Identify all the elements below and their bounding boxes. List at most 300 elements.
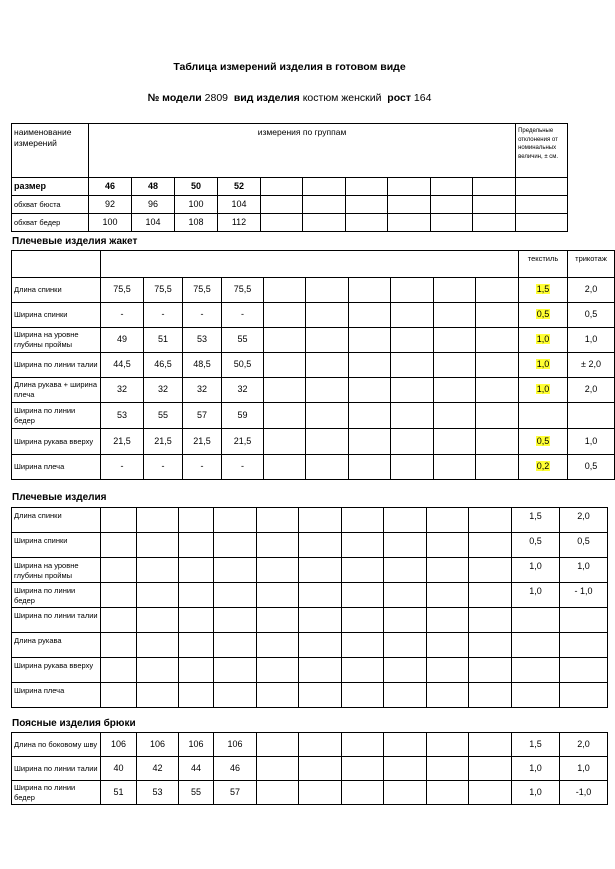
- value-cell: [349, 403, 391, 429]
- value-cell: [306, 278, 349, 303]
- value-cell: -: [183, 303, 222, 328]
- value-cell: 100: [175, 196, 218, 214]
- value-cell: [476, 403, 519, 429]
- value-cell: [476, 278, 519, 303]
- knit-cell: 1,0: [568, 328, 615, 353]
- value-cell: [427, 683, 469, 708]
- value-cell: [214, 508, 257, 533]
- value-cell: [427, 781, 469, 805]
- value-cell: [384, 757, 427, 781]
- section-title-jacket: Плечевые изделия жакет: [12, 236, 138, 247]
- table-row: [12, 683, 608, 708]
- row-label: Ширина по линии талии: [12, 757, 101, 781]
- knit-cell: 2,0: [560, 508, 608, 533]
- value-cell: 52: [218, 178, 261, 196]
- value-cell: 108: [175, 214, 218, 232]
- textile-cell: 1,0: [512, 757, 560, 781]
- value-cell: 40: [101, 757, 137, 781]
- knit-cell: [560, 683, 608, 708]
- header-knit: трикотаж: [568, 251, 615, 278]
- value-cell: [299, 633, 342, 658]
- table-row: [12, 278, 615, 303]
- textile-cell: 1,5: [512, 508, 560, 533]
- value-cell: [391, 455, 434, 480]
- row-label: Длина спинки: [12, 508, 101, 533]
- value-cell: [349, 455, 391, 480]
- textile-value: 1,5: [536, 284, 550, 295]
- value-cell: 55: [179, 781, 214, 805]
- table-row: [12, 178, 568, 196]
- value-cell: [306, 403, 349, 429]
- row-label: Ширина плеча: [12, 455, 101, 480]
- value-cell: -: [222, 303, 264, 328]
- table-row: [12, 196, 568, 214]
- textile-value: 1,0: [536, 359, 550, 370]
- table-row: [12, 733, 608, 757]
- value-cell: [469, 683, 512, 708]
- knit-cell: 2,0: [568, 278, 615, 303]
- value-cell: [342, 733, 384, 757]
- table-row: [12, 658, 608, 683]
- value-cell: [264, 455, 306, 480]
- value-cell: [427, 658, 469, 683]
- value-cell: [214, 583, 257, 608]
- value-cell: [391, 378, 434, 403]
- value-cell: [427, 633, 469, 658]
- value-cell: [476, 378, 519, 403]
- value-cell: [137, 633, 179, 658]
- knit-cell: -1,0: [560, 781, 608, 805]
- knit-cell: - 1,0: [560, 583, 608, 608]
- value-cell: 57: [214, 781, 257, 805]
- value-cell: [214, 683, 257, 708]
- value-cell: 44: [179, 757, 214, 781]
- shoulder-table: [11, 507, 608, 708]
- value-cell: [257, 757, 299, 781]
- row-label: Длина рукава + ширина плеча: [12, 378, 101, 403]
- value-cell: [306, 429, 349, 455]
- value-cell: 53: [183, 328, 222, 353]
- value-cell: [342, 757, 384, 781]
- knit-cell: 1,0: [560, 757, 608, 781]
- value-cell: [391, 353, 434, 378]
- knit-cell: [560, 658, 608, 683]
- value-cell: [342, 508, 384, 533]
- header-name-cell: [12, 124, 89, 178]
- row-label: Ширина рукава вверху: [12, 429, 101, 455]
- value-cell: [469, 583, 512, 608]
- value-cell: [391, 278, 434, 303]
- textile-cell: 1,0: [512, 558, 560, 583]
- table-row: [12, 583, 608, 608]
- value-cell: [101, 508, 137, 533]
- value-cell: 100: [89, 214, 132, 232]
- value-cell: [434, 455, 476, 480]
- value-cell: 51: [144, 328, 183, 353]
- value-cell: [303, 196, 346, 214]
- value-cell: [384, 608, 427, 633]
- value-cell: -: [183, 455, 222, 480]
- value-cell: [388, 196, 431, 214]
- value-cell: [349, 278, 391, 303]
- value-cell: [346, 196, 388, 214]
- value-cell: [434, 353, 476, 378]
- value-cell: [391, 328, 434, 353]
- value-cell: [434, 303, 476, 328]
- value-cell: 75,5: [144, 278, 183, 303]
- value-cell: [101, 683, 137, 708]
- value-cell: [469, 781, 512, 805]
- table-row: [12, 328, 615, 353]
- table-row: [12, 429, 615, 455]
- value-cell: [427, 583, 469, 608]
- knit-cell: 0,5: [568, 303, 615, 328]
- textile-cell: [512, 658, 560, 683]
- section-title-trousers: Поясные изделия брюки: [12, 718, 136, 729]
- value-cell: [257, 508, 299, 533]
- value-cell: [469, 733, 512, 757]
- value-cell: 75,5: [183, 278, 222, 303]
- value-cell: [342, 633, 384, 658]
- value-cell: [469, 608, 512, 633]
- textile-cell: 1,0: [512, 781, 560, 805]
- value-cell: [299, 533, 342, 558]
- row-label: Ширина спинки: [12, 303, 101, 328]
- header-groups-cell: [89, 124, 516, 178]
- value-cell: [349, 378, 391, 403]
- value-cell: 106: [179, 733, 214, 757]
- value-cell: [384, 633, 427, 658]
- value-cell: 46: [214, 757, 257, 781]
- knit-cell: 0,5: [560, 533, 608, 558]
- value-cell: [469, 633, 512, 658]
- value-cell: 96: [132, 196, 175, 214]
- value-cell: [137, 508, 179, 533]
- value-cell: [391, 403, 434, 429]
- value-cell: [101, 558, 137, 583]
- value-cell: [349, 328, 391, 353]
- textile-cell: [519, 403, 568, 429]
- value-cell: 55: [222, 328, 264, 353]
- value-cell: [476, 353, 519, 378]
- value-cell: [261, 196, 303, 214]
- section-title-shoulder: Плечевые изделия: [12, 492, 107, 503]
- textile-cell: 1,0: [512, 583, 560, 608]
- row-label: Ширина по линии бедер: [12, 583, 101, 608]
- value-cell: -: [101, 303, 144, 328]
- value-cell: 21,5: [183, 429, 222, 455]
- value-cell: 59: [222, 403, 264, 429]
- table-row: [12, 608, 608, 633]
- value-cell: [473, 214, 516, 232]
- value-cell: [476, 328, 519, 353]
- knit-cell: [560, 608, 608, 633]
- value-cell: [306, 353, 349, 378]
- tolerance-cell: [516, 196, 568, 214]
- row-label: Ширина по линии бедер: [12, 403, 101, 429]
- textile-cell: [512, 608, 560, 633]
- value-cell: [214, 533, 257, 558]
- value-cell: 106: [214, 733, 257, 757]
- value-cell: 32: [144, 378, 183, 403]
- textile-cell: [519, 455, 568, 480]
- value-cell: [257, 608, 299, 633]
- value-cell: 104: [218, 196, 261, 214]
- value-cell: 21,5: [222, 429, 264, 455]
- height-value: 164: [413, 92, 432, 104]
- value-cell: [349, 353, 391, 378]
- value-cell: [342, 781, 384, 805]
- value-cell: [299, 658, 342, 683]
- value-cell: [391, 303, 434, 328]
- value-cell: [434, 378, 476, 403]
- table-row: [12, 533, 608, 558]
- value-cell: [306, 328, 349, 353]
- knit-cell: [560, 633, 608, 658]
- value-cell: [299, 781, 342, 805]
- value-cell: [179, 683, 214, 708]
- value-cell: 42: [137, 757, 179, 781]
- row-label: Длина спинки: [12, 278, 101, 303]
- value-cell: 75,5: [101, 278, 144, 303]
- header-tolerance-cell: [516, 124, 568, 178]
- value-cell: [427, 558, 469, 583]
- value-cell: [257, 683, 299, 708]
- textile-value: 0,5: [536, 309, 550, 320]
- value-cell: [137, 583, 179, 608]
- value-cell: 21,5: [144, 429, 183, 455]
- row-label: обхват бюста: [12, 196, 89, 214]
- value-cell: [346, 178, 388, 196]
- value-cell: 92: [89, 196, 132, 214]
- value-cell: [427, 533, 469, 558]
- value-cell: [391, 429, 434, 455]
- document-subtitle: [0, 92, 579, 104]
- type-value: костюм женский: [302, 92, 382, 104]
- value-cell: -: [101, 455, 144, 480]
- value-cell: [346, 214, 388, 232]
- value-cell: [264, 378, 306, 403]
- row-label: Ширина по линии бедер: [12, 781, 101, 805]
- value-cell: 49: [101, 328, 144, 353]
- value-cell: [299, 608, 342, 633]
- value-cell: [179, 558, 214, 583]
- row-label: Ширина на уровне глубины проймы: [12, 328, 101, 353]
- textile-cell: [512, 683, 560, 708]
- value-cell: [342, 533, 384, 558]
- row-label: Ширина плеча: [12, 683, 101, 708]
- table-row: [12, 781, 608, 805]
- value-cell: [469, 533, 512, 558]
- value-cell: 106: [101, 733, 137, 757]
- value-cell: [303, 178, 346, 196]
- header-name-label: наименование измерений: [14, 127, 72, 148]
- table-header-row: [12, 251, 615, 278]
- value-cell: [384, 533, 427, 558]
- textile-value: 0,2: [536, 461, 550, 472]
- type-label: вид изделия: [233, 92, 300, 104]
- knit-cell: 2,0: [560, 733, 608, 757]
- value-cell: [434, 278, 476, 303]
- value-cell: [469, 558, 512, 583]
- textile-cell: [512, 633, 560, 658]
- textile-cell: 0,5: [512, 533, 560, 558]
- header-tolerance-label: Предельные отклонения от номинальных величин, ± см.: [518, 128, 559, 161]
- value-cell: 32: [101, 378, 144, 403]
- value-cell: [179, 658, 214, 683]
- value-cell: 57: [183, 403, 222, 429]
- value-cell: 75,5: [222, 278, 264, 303]
- value-cell: [137, 608, 179, 633]
- value-cell: [264, 328, 306, 353]
- row-label: обхват бедер: [12, 214, 89, 232]
- header-groups-label: измерения по группам: [257, 127, 347, 137]
- value-cell: [179, 583, 214, 608]
- value-cell: [473, 178, 516, 196]
- model-label: № модели: [147, 92, 202, 104]
- value-cell: [342, 683, 384, 708]
- table-row: [12, 558, 608, 583]
- value-cell: [384, 508, 427, 533]
- value-cell: [306, 455, 349, 480]
- value-cell: [342, 608, 384, 633]
- height-label: рост: [387, 92, 411, 104]
- value-cell: [261, 214, 303, 232]
- value-cell: [427, 608, 469, 633]
- table-row: [12, 403, 615, 429]
- value-cell: 106: [137, 733, 179, 757]
- value-cell: [431, 178, 473, 196]
- value-cell: [264, 303, 306, 328]
- value-cell: [469, 658, 512, 683]
- textile-cell: [519, 378, 568, 403]
- value-cell: 48: [132, 178, 175, 196]
- value-cell: [101, 633, 137, 658]
- table-row: [12, 303, 615, 328]
- value-cell: 53: [137, 781, 179, 805]
- value-cell: 32: [222, 378, 264, 403]
- value-cell: [342, 658, 384, 683]
- value-cell: [257, 558, 299, 583]
- trousers-table: [11, 732, 608, 805]
- value-cell: [431, 214, 473, 232]
- value-cell: [179, 533, 214, 558]
- value-cell: [299, 583, 342, 608]
- value-cell: 55: [144, 403, 183, 429]
- value-cell: [434, 429, 476, 455]
- table-row: [12, 214, 568, 232]
- value-cell: [299, 683, 342, 708]
- knit-cell: 0,5: [568, 455, 615, 480]
- row-label: Длина рукава: [12, 633, 101, 658]
- value-cell: [384, 658, 427, 683]
- textile-cell: 1,5: [512, 733, 560, 757]
- textile-cell: [519, 328, 568, 353]
- value-cell: [264, 278, 306, 303]
- value-cell: [427, 757, 469, 781]
- value-cell: [384, 733, 427, 757]
- value-cell: [299, 558, 342, 583]
- table-row: [12, 455, 615, 480]
- row-label: размер: [12, 178, 89, 196]
- value-cell: [476, 455, 519, 480]
- value-cell: [137, 658, 179, 683]
- value-cell: [257, 658, 299, 683]
- knit-cell: ± 2,0: [568, 353, 615, 378]
- row-label: Ширина по линии талии: [12, 608, 101, 633]
- value-cell: [137, 533, 179, 558]
- document-title: Таблица измерений изделия в готовом виде: [173, 61, 406, 73]
- row-label: Ширина спинки: [12, 533, 101, 558]
- value-cell: -: [144, 303, 183, 328]
- value-cell: [264, 353, 306, 378]
- value-cell: [299, 757, 342, 781]
- value-cell: 21,5: [101, 429, 144, 455]
- value-cell: [101, 533, 137, 558]
- value-cell: 50,5: [222, 353, 264, 378]
- value-cell: [257, 781, 299, 805]
- value-cell: [261, 178, 303, 196]
- value-cell: [384, 683, 427, 708]
- textile-cell: [519, 429, 568, 455]
- value-cell: 112: [218, 214, 261, 232]
- value-cell: [137, 683, 179, 708]
- value-cell: [427, 733, 469, 757]
- value-cell: [214, 558, 257, 583]
- value-cell: [264, 403, 306, 429]
- table-row: [12, 757, 608, 781]
- textile-cell: [519, 303, 568, 328]
- value-cell: [101, 608, 137, 633]
- value-cell: [384, 558, 427, 583]
- value-cell: [303, 214, 346, 232]
- value-cell: [384, 781, 427, 805]
- knit-cell: 1,0: [560, 558, 608, 583]
- value-cell: [431, 196, 473, 214]
- value-cell: [214, 633, 257, 658]
- model-value: 2809: [204, 92, 228, 104]
- value-cell: [257, 633, 299, 658]
- value-cell: 53: [101, 403, 144, 429]
- value-cell: [342, 583, 384, 608]
- knit-cell: 1,0: [568, 429, 615, 455]
- textile-value: 1,0: [536, 334, 550, 345]
- value-cell: [101, 658, 137, 683]
- value-cell: [214, 658, 257, 683]
- value-cell: [257, 533, 299, 558]
- row-label: Ширина рукава вверху: [12, 658, 101, 683]
- value-cell: [342, 558, 384, 583]
- textile-cell: [519, 353, 568, 378]
- jacket-table: [11, 250, 615, 480]
- value-cell: [306, 378, 349, 403]
- value-cell: [179, 508, 214, 533]
- knit-cell: [568, 403, 615, 429]
- header-groups-blank: [101, 251, 519, 278]
- value-cell: [299, 508, 342, 533]
- value-cell: [476, 303, 519, 328]
- value-cell: 46: [89, 178, 132, 196]
- value-cell: [469, 508, 512, 533]
- value-cell: [214, 608, 257, 633]
- value-cell: [179, 608, 214, 633]
- value-cell: [179, 633, 214, 658]
- value-cell: [137, 558, 179, 583]
- textile-value: 1,0: [536, 384, 550, 395]
- knit-cell: 2,0: [568, 378, 615, 403]
- row-label: Ширина по линии талии: [12, 353, 101, 378]
- value-cell: [434, 403, 476, 429]
